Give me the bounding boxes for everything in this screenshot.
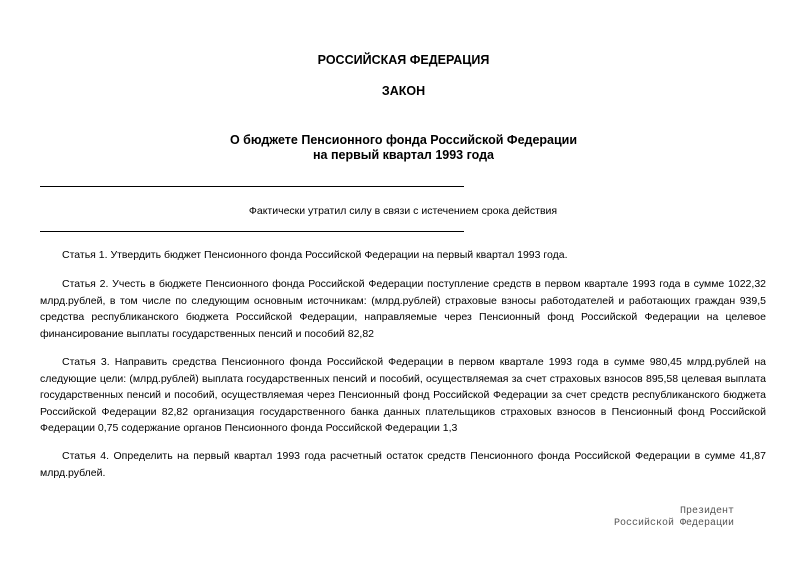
document-type-heading: ЗАКОН bbox=[381, 84, 426, 98]
law-title-line-2: на первый квартал 1993 года bbox=[313, 148, 494, 162]
article-4: Статья 4. Определить на первый квартал 1993 года расчетный остаток средств Пенсионного фонда Российской Федерации в сумме 41,87 млрд.рублей. bbox=[40, 450, 766, 479]
article-1: Статья 1. Утвердить бюджет Пенсионного фонда Российской Федерации на первый квартал 1993 года. bbox=[62, 249, 568, 261]
law-title-line-1: О бюджете Пенсионного фонда Российской Федерации bbox=[229, 133, 578, 147]
law-title bbox=[0, 133, 807, 163]
signature-title: Президент bbox=[679, 506, 734, 517]
article-3: Статья 3. Направить средства Пенсионного фонда Российской Федерации в первом квартале 1993 года в сумме 980,45 млрд.рублей на следующие цели: (млрд.рублей) выплата государственных пенсий и пособий, осуществляемая за счет страховых взносов 895,58 целевая выплата государственных пенсий и пособий, осуществляемая через Пенсионный фонд Российской Федерации за счет средств республиканского бюджета Российской Федерации 82,82 организация государственного банка данных плательщиков страховых взносов в Пенсионный фонд Российской Федерации 0,75 содержание органов Пенсионного фонда Российской Федерации 1,3 bbox=[40, 356, 766, 434]
country-heading: РОССИЙСКАЯ ФЕДЕРАЦИЯ bbox=[317, 53, 490, 67]
validity-status-note: Фактически утратил силу в связи с истечением срока действия bbox=[248, 205, 558, 217]
status-divider-bottom bbox=[40, 231, 464, 232]
status-divider-top bbox=[40, 186, 464, 187]
article-2: Статья 2. Учесть в бюджете Пенсионного фонда Российской Федерации поступление средств в первом квартале 1993 года в сумме 1022,32 млрд.рублей, в том числе по следующим основным источникам: (млрд.рублей) страховые взносы работодателей и работающих граждан 939,5 средства республиканского бюджета Российской Федерации, направляемые через Пенсионный фонд Российской Федерации на целевое финансирование выплаты государственных пенсий и пособий 82,82 bbox=[40, 278, 766, 340]
signature-organization: Российской Федерации bbox=[613, 518, 734, 529]
